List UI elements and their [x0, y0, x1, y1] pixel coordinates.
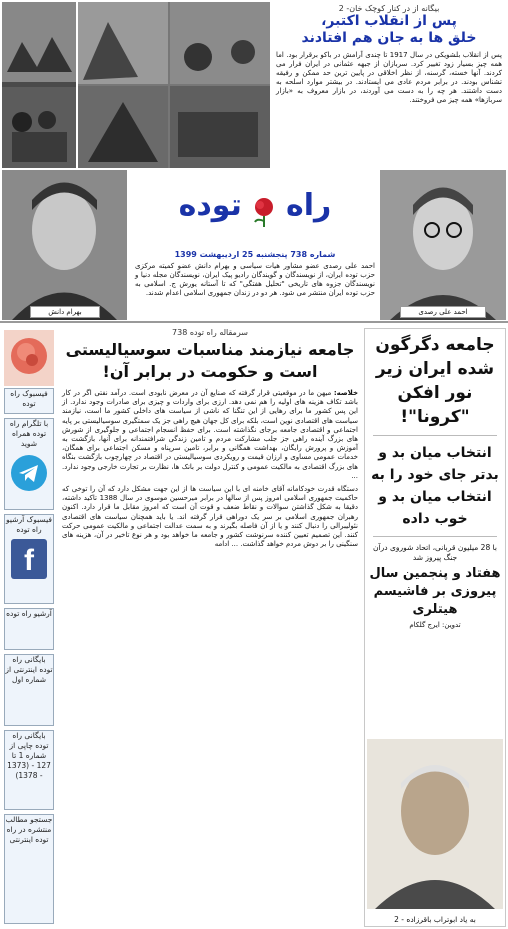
sidebar-item-label: با تلگرام راه توده همراه شوید [9, 419, 49, 448]
caption-ahmad-ali-rasadi: احمد علی رصدی [400, 306, 486, 318]
top-story [272, 2, 506, 168]
sidebar-item-archive[interactable] [4, 608, 54, 650]
sidebar-item-label: بایگانی راه توده چاپی از شماره 1 تا 127 - (1373 - 1378) [7, 731, 51, 780]
right-divider-1 [373, 435, 497, 436]
right-photo-caption: به یاد ابوتراب باقرزاده - 2 [394, 915, 476, 924]
right-headline-2[interactable]: انتخاب میان بد و بدتر جای خود را به انتخاب میان بد و خوب داده [371, 445, 499, 527]
rose-photo [4, 330, 54, 386]
lead-label: خلاصه: [333, 389, 358, 397]
main-article-body-2: دستگاه قدرت خودکامانه آقای خامنه ای با این سیاست ها از این جهت مشکل دارد که آن را توخی که حاکمیت جمهوری اسلامی امروز پس از سالها در برابر میرحسین موسوی در سال 1388 تاکید داشته، دقیقا به شکل گذاشتن سوالات و نقاط ضعف و قوت آن است که امروز مقابل ما قرار دارد. اکنون رهبران جمهوری اسلامی بر سر یک دوراهی قرار گرفته اند. یا باید همچنان سیاست های اقتصادی نئولیبرالی را دنبال کنند و یا از آن فاصله بگیرند و به سمت عدالت اجتماعی و مالکیت عمومی حرکت کنند. این تصمیم تعیین کننده سرنوشت کشور و جامعه ما خواهد بود و هر نوع تاخیر در آن، هزینه های سنگینی را بر دوش مردم خواهد گذاشت. ... ادامه [62, 485, 359, 549]
issue-line: شماره 738 پنجشنبه 25 اردیبهشت 1399 [174, 250, 336, 259]
sidebar-item-label: بایگانی راه توده اینترنتی از شماره اول [5, 655, 53, 684]
top-story-headline-1[interactable]: پس از انقلاب اکتبر، [321, 13, 457, 29]
war-photo-collage-left [2, 2, 76, 168]
sidebar-item-telegram[interactable] [4, 418, 54, 510]
top-story-kicker: بیگانه از در کنار کوچک خان- 2 [338, 4, 440, 13]
portrait-abutorab-bagherzadeh [367, 739, 503, 909]
sidebar [2, 330, 58, 927]
sidebar-item-print-archive[interactable] [4, 730, 54, 810]
main-article-headline[interactable]: جامعه نیازمند مناسبات سوسیالیستی است و حکومت در برابر آن! [65, 340, 355, 381]
sidebar-item-label: فیسبوک راه توده [10, 389, 48, 408]
main-article-kicker: سرمقاله راه توده 738 [172, 328, 248, 337]
facebook-icon: f [11, 539, 47, 579]
masthead-text: احمد علی رصدی عضو مشاور هیات سیاسی و بهرام دانش عضو کمیته مرکزی حزب توده ایران، از نویسندگان و گویندگان رادیو پیک ایران، نویسندگان مجله دنیا و نویسندگان جزوه های تاریخی "تحلیل هفتگی" که تا آستانه یورش ج. اسلامی به حزب توده ایران منتشر می شود. هر دو در زندان جمهوری اسلامی اعدام شدند. [135, 262, 375, 297]
top-story-body: پس از انقلاب بلشویکی در سال 1917 تا چندی آرامش در باکو برقرار بود. اما همه چیز بسیار زود تغییر کرد. سربازان از جبهه عثمانی در ایران فرار می کردند. آنها خسته، گرسنه، از نظر اخلاقی در پایین ترین حد ممکن و رفیقه تشناس بودند. در برابر مردم عادی می ایستادند. در بیشتر موارد اسلحه به دست داشتند. هر چه را به دست می آوردند، در بازار معروف به «بازار سربازها» همه چیز می فروختند. [276, 51, 502, 104]
portrait-ahmad-ali-rasadi [380, 170, 506, 320]
logo[interactable] [135, 188, 375, 248]
right-divider-2 [373, 536, 497, 537]
caption-bahram-danesh: بهرام دانش [30, 306, 100, 318]
masthead [0, 170, 508, 320]
rose-icon [247, 194, 281, 228]
right-headline-1[interactable]: جامعه دگرگون شده ایران زیر نور افکن "کرونا"! [375, 335, 495, 427]
logo-text-tudeh: توده [178, 188, 242, 223]
telegram-icon [11, 455, 47, 491]
main-article-body-text: میهن ما در موقعیتی قرار گرفته که صنایع آن در معرض نابودی است. درآمد نفتی اگر در کار باشد تکاف هزینه های اولیه را هم نمی دهد. ارزی برای واردات و چیزی برای صادرات وجود ندارد. از این پس کشور ما برای رهایی از این تنگنا که ناشی از سیاست های داخلی کشور ما است، نیازمند سیاست های اقتصادی نوین است، بلکه برای کل جهان هیچ راهی جز یک سمتگیری سوسیالیستی بر پایه اجتماعی و اقتصادی جامعه برجای نگذاشته است. برای حفظ انسجام اجتماعی و جلوگیری از شورش های بزرگ آینده راهی جز جلب مشارکت مردم و تامین زندگی شرافتمندانه برای آنها، بازگشت به آموزش و پرورش رایگان، بهداشت همگانی و برابر، تامین سرپناه و مسکن اجتماعی برای همگان، خدمات عمومی مساوی و ارزان قیمت و رویکردی سوسیالیستی در اقتصاد در چهارچوب بازگشت بنگاه های بزرگ اقتصادی به مالکیت عمومی و کنترل دولت بر بانک ها، نظارت بر تجارت خارجی وجود ندارد. ... [62, 389, 358, 480]
right-headline-3[interactable]: هفتاد و پنجمین سال پیروزی بر فاشیسم هیتلری [369, 566, 501, 617]
sidebar-item-search[interactable] [4, 814, 54, 924]
main-article [60, 328, 360, 927]
sidebar-item-label: فیسبوک آرشیو راه توده [6, 515, 52, 534]
war-photo-collage-center [78, 2, 270, 168]
right-byline-3: تدوین: ایرج گلکام [409, 621, 461, 629]
sidebar-item-label: جستجو مطالب منتشره در راه توده اینترنتی [5, 815, 53, 844]
sidebar-item-facebook[interactable] [4, 388, 54, 414]
divider [0, 321, 508, 323]
sidebar-item-facebook-archive[interactable] [4, 514, 54, 604]
sidebar-item-online-archive[interactable] [4, 654, 54, 726]
right-column [364, 328, 506, 927]
top-story-headline-2[interactable]: خلق ها به جان هم افتادند [301, 30, 477, 46]
main-article-body [60, 389, 360, 481]
logo-text-rah: راه [286, 188, 332, 223]
portrait-bahram-danesh [2, 170, 127, 320]
sidebar-item-label: آرشیو راه توده [6, 609, 52, 618]
right-kicker-3: با 28 میلیون قربانی، اتحاد شوروی درآن جنگ پیروز شد [373, 543, 497, 562]
